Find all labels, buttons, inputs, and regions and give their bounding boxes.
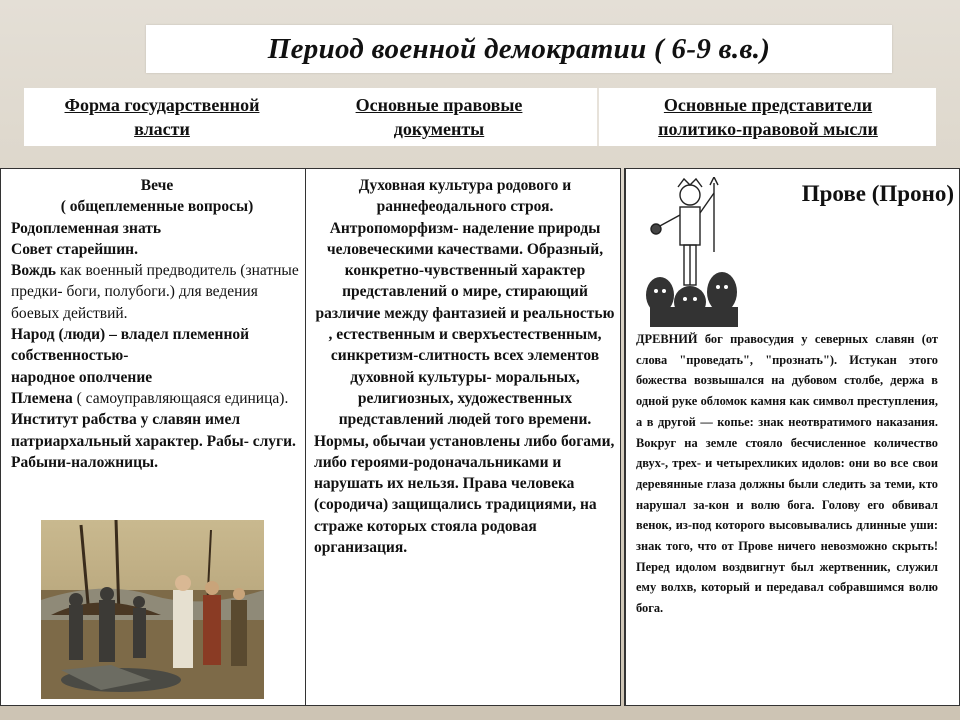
column-legal-documents — [305, 168, 621, 706]
culture-paragraph: Духовная культура родового и раннефеодального строя. Антропоморфизм- наделение природы человеческими качествами. Образный, конкретно-чувственный характер представлений о мире, стирающий различие между фантазией и реальностью , естественным и сверхъестественным, синкретизм-слитность всех элементов духовной культуры- моральных, религиозных, художественных представлений людей того времени. — [315, 177, 615, 429]
znat-line: Родоплеменная знать — [11, 219, 162, 237]
veche-note: ( общеплеменные вопросы) — [60, 198, 254, 216]
column-form-of-power — [0, 168, 306, 706]
header-form-of-power: Форма государственной власти — [64, 95, 260, 139]
header-representatives: Основные представители политико-правовой мысли — [658, 95, 878, 139]
deity-name: Прове (Проно) — [801, 181, 954, 206]
column-representatives — [624, 168, 960, 706]
header-legal-documents: Основные правовые документы — [355, 95, 523, 139]
header-row — [24, 88, 936, 146]
title-box — [146, 25, 892, 73]
header-divider — [597, 88, 599, 146]
column-2-text — [314, 175, 616, 558]
narod-line: Народ (люди) – владел племенной собственностью- — [11, 326, 250, 365]
sovet-line: Совет старейшин. — [11, 240, 138, 258]
norms-paragraph: Нормы, обычаи установлены либо богами, либо героями-родоначальниками и нарушать их нельзя. Права человека (сородича) защищались традициями, на страже которых стояла родовая организация. — [314, 432, 615, 557]
deity-description: ДРЕВНИЙ бог правосудия у северных славян (от слова "проведать", "прознать"). Истукан этого божества возвышался на дубовом столбе, держа в одной руке обломок камня как символ преступления, а в другой — копье: знак неотвратимого наказания. Вокруг на земле стояло бесчисленное количество двух-, трех- и четырехликих идолов: они во все свои деревянные глаза должны были следить за теми, кто нарушал за-кон и волю бога. Голову его обвивал венок, из-под которого высовывались длинные уши: знак того, что от Прове ничего невозможно скрыть! Перед идолом воздвигнут был жертвенник, служил ему волхв, который и передавал собравшимся волю бога. — [636, 332, 938, 616]
column-1-text — [11, 175, 303, 473]
viking-painting-image — [41, 520, 264, 699]
rabstvo-paragraph: Институт рабства у славян имел патриархальный характер. Рабы- слуги. Рабыни-наложницы. — [11, 411, 296, 471]
prove-idol-image — [640, 177, 748, 327]
page-title: Период военной демократии ( 6-9 в.в.) — [267, 32, 771, 65]
veche-heading: Вече — [140, 177, 174, 194]
plemena-paragraph: Племена ( самоуправляющаяся единица). — [11, 389, 289, 407]
opolchenie-line: народное ополчение — [11, 368, 153, 386]
vozhd-paragraph: Вождь как военный предводитель (знатные предки- боги, полубоги.) для ведения боевых действий. — [11, 262, 299, 322]
